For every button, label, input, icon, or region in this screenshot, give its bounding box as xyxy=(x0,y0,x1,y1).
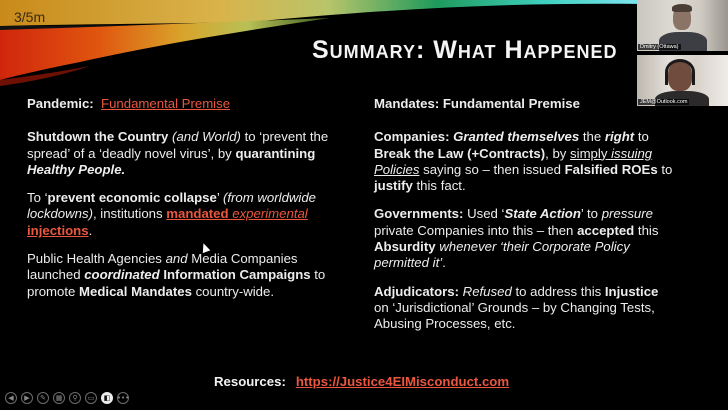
video-tile-participant-1[interactable] xyxy=(637,0,728,51)
resources-link[interactable]: https://Justice4EIMisconduct.com xyxy=(295,374,510,389)
participant-name-label: JEM@Outlook.com xyxy=(640,99,688,105)
pen-icon: ✎ xyxy=(40,393,46,402)
camera-icon: ◧ xyxy=(103,393,111,402)
heading-label: Pandemic: xyxy=(27,96,94,111)
information-campaigns-paragraph: Public Health Agencies and Media Companies launched coordinated Information Campaigns to promote Medical Mandates country-wide. xyxy=(27,251,326,299)
arrow-left-icon: ◀ xyxy=(8,393,14,402)
resources-line xyxy=(214,374,509,389)
resources-label: Resources: xyxy=(214,374,286,389)
mandates-heading: Mandates: Fundamental Premise xyxy=(374,96,580,111)
adjudicators-paragraph: Adjudicators: Refused to address this Injustice on ‘Jurisdictional’ Grounds – by Changing Tests, Abusing Processes, etc. xyxy=(374,283,659,332)
arrow-right-icon: ▶ xyxy=(24,393,30,402)
slides-grid-icon: ▦ xyxy=(55,393,63,402)
shutdown-paragraph: Shutdown the Country (and World) to ‘prevent the spread’ of a ‘deadly novel virus’, by quarantining Healthy People. xyxy=(27,129,329,177)
pandemic-column xyxy=(27,96,347,312)
pen-tool-button[interactable] xyxy=(37,392,49,404)
slide-title: Summary: What Happened xyxy=(312,36,618,64)
previous-slide-button[interactable] xyxy=(5,392,17,404)
companies-paragraph: Companies: Granted themselves the right to Break the Law (+Contracts), by simply issuing Policies saying so – then issued Falsified ROEs to justify this fact. xyxy=(374,129,673,194)
next-slide-button[interactable] xyxy=(21,392,33,404)
video-tile-participant-2[interactable] xyxy=(637,55,728,106)
participant-hair xyxy=(672,4,692,12)
more-options-button[interactable] xyxy=(117,392,129,404)
slide-timer: 3/5m xyxy=(14,9,46,25)
mandated-injections-link[interactable]: mandated experimental injections xyxy=(27,206,308,238)
economic-collapse-paragraph: To ‘prevent economic collapse’ (from worldwide lockdowns), institutions mandated experimental injections. xyxy=(27,190,317,238)
mandates-column xyxy=(374,96,674,345)
governments-paragraph: Governments: Used ‘State Action’ to pressure private Companies into this – then accepted this Absurdity whenever ‘their Corporate Policy permitted it’. xyxy=(374,206,659,271)
subtitles-button[interactable] xyxy=(85,392,97,404)
pandemic-heading xyxy=(27,96,347,112)
participant-name-label: Dmitry (Ottawa) xyxy=(640,44,679,50)
camera-toggle-button[interactable] xyxy=(101,392,113,404)
fundamental-premise-link[interactable]: Fundamental Premise xyxy=(101,96,231,111)
presenter-toolbar xyxy=(5,392,129,404)
zoom-button[interactable] xyxy=(69,392,81,404)
ellipsis-icon: ••• xyxy=(116,393,130,402)
subtitles-icon: ▭ xyxy=(87,393,95,402)
see-all-slides-button[interactable] xyxy=(53,392,65,404)
headphones-icon xyxy=(665,59,695,85)
magnifier-icon: ⚲ xyxy=(72,393,78,402)
